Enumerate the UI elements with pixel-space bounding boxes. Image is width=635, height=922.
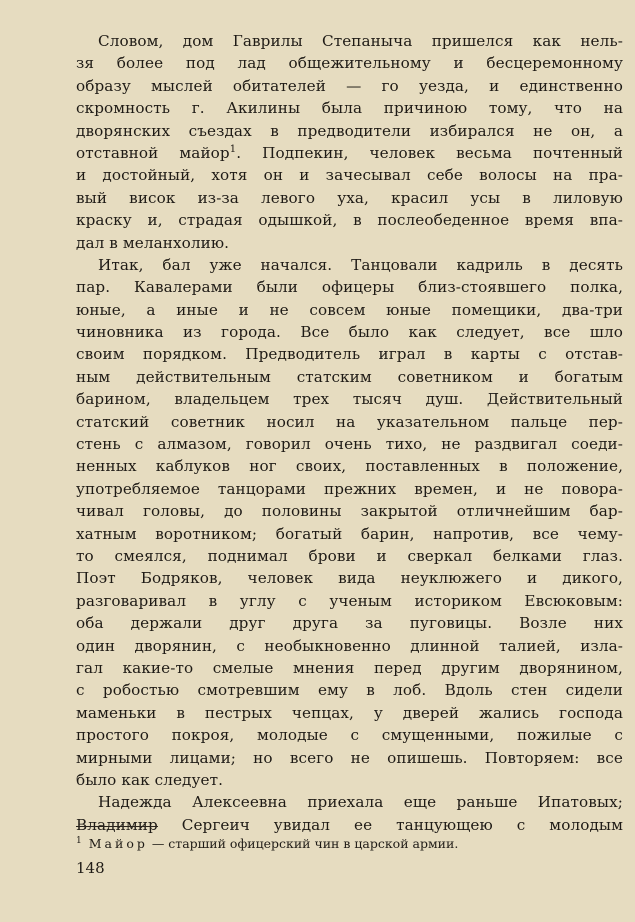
text-line: зя более под лад общежительному и бесцеремонному <box>76 54 623 73</box>
page-number: 148 <box>76 859 105 877</box>
paragraph-3 <box>76 791 623 836</box>
text-line: оба держали друг друга за пуговицы. Возле них <box>76 614 623 633</box>
text-line: маменьки в пестрых чепцах, у дверей жались господа <box>76 703 623 722</box>
text-line: употребляемое танцорами прежних времен, и не повора- <box>76 479 623 498</box>
text-line: дал в меланхолию. <box>76 233 230 252</box>
text-line: гал какие-то смелые мнения перед другим дворянином, <box>76 658 623 677</box>
footnote <box>76 832 623 853</box>
text-line: краску и, страдая одышкой, в послеобеденное время впа- <box>76 211 623 230</box>
text-line: Итак, бал уже начался. Танцовали кадриль в десять <box>98 255 623 274</box>
text-line: статский советник носил на указательном пальце пер- <box>76 412 623 431</box>
text-line: чивал головы, до половины закрытой отличнейшим бар- <box>76 502 623 521</box>
text-line: разговаривал в углу с ученым историком Евсюковым: <box>76 591 623 610</box>
text-line: с робостью смотревшим ему в лоб. Вдоль стен сидели <box>76 681 623 700</box>
text-line: пар. Кавалерами были офицеры близ-стоявшего полка, <box>76 278 623 297</box>
text-line: ным действительным статским советником и богатым <box>76 367 623 386</box>
text-line: Надежда Алексеевна приехала еще раньше Ипатовых; <box>98 793 623 812</box>
footnote-reference: 1 <box>229 143 237 155</box>
text-line: стень с алмазом, говорил очень тихо, не раздвигал соеди- <box>76 435 623 454</box>
main-text <box>76 30 623 836</box>
text-line: Владимир Сергеич увидал ее танцующею с молодым <box>76 815 623 834</box>
paragraph-1 <box>76 30 623 254</box>
text-line: один дворянин, с необыкновенно длинной талией, изла- <box>76 636 623 655</box>
text-line: хатным воротником; богатый барин, напротив, все чему- <box>76 524 623 543</box>
text-line: скромность г. Акилины была причиною тому, что на <box>76 99 623 118</box>
text-segment: . Подпекин, человек весьма почтенный <box>236 143 623 162</box>
footnote-divider <box>76 826 158 827</box>
text-line: вый висок из-за левого уха, красил усы в лиловую <box>76 188 623 207</box>
text-line: мирными лицами; но всего не опишешь. Повторяем: все <box>76 748 623 767</box>
text-line: простого покроя, молодые с смущенными, пожилые с <box>76 726 623 745</box>
footnote-marker: 1 <box>76 836 82 846</box>
text-line: и достойный, хотя он и зачесывал себе волосы на пра- <box>76 166 623 185</box>
text-line: образу мыслей обитателей — го уезда, и единственно <box>76 76 623 95</box>
text-line: барином, владельцем трех тысяч душ. Действительный <box>76 390 623 409</box>
text-line: то смеялся, поднимал брови и сверкал белками глаз. <box>76 546 623 565</box>
text-line: Словом, дом Гаврилы Степаныча пришелся как нель- <box>98 32 623 50</box>
paragraph-2 <box>76 254 623 791</box>
text-line: Поэт Бодряков, человек вида неуклюжего и дикого, <box>76 569 623 588</box>
footnote-text: — старший офицерский чин в царской армии. <box>147 836 459 852</box>
text-line: было как следует. <box>76 770 224 789</box>
text-line: дворянских съездах в предводители избирался не он, а <box>76 121 623 140</box>
text-line: чиновника из города. Все было как следует, все шло <box>76 323 623 342</box>
text-line: юные, а иные и не совсем юные помещики, два-три <box>76 300 623 319</box>
text-line: ненных каблуков ног своих, поставленных в положение, <box>76 457 623 476</box>
text-segment: отставной майор <box>76 143 230 162</box>
footnote-term: Майор <box>88 836 148 852</box>
text-line <box>76 142 623 164</box>
text-line: своим порядком. Предводитель играл в карты с отстав- <box>76 345 623 364</box>
